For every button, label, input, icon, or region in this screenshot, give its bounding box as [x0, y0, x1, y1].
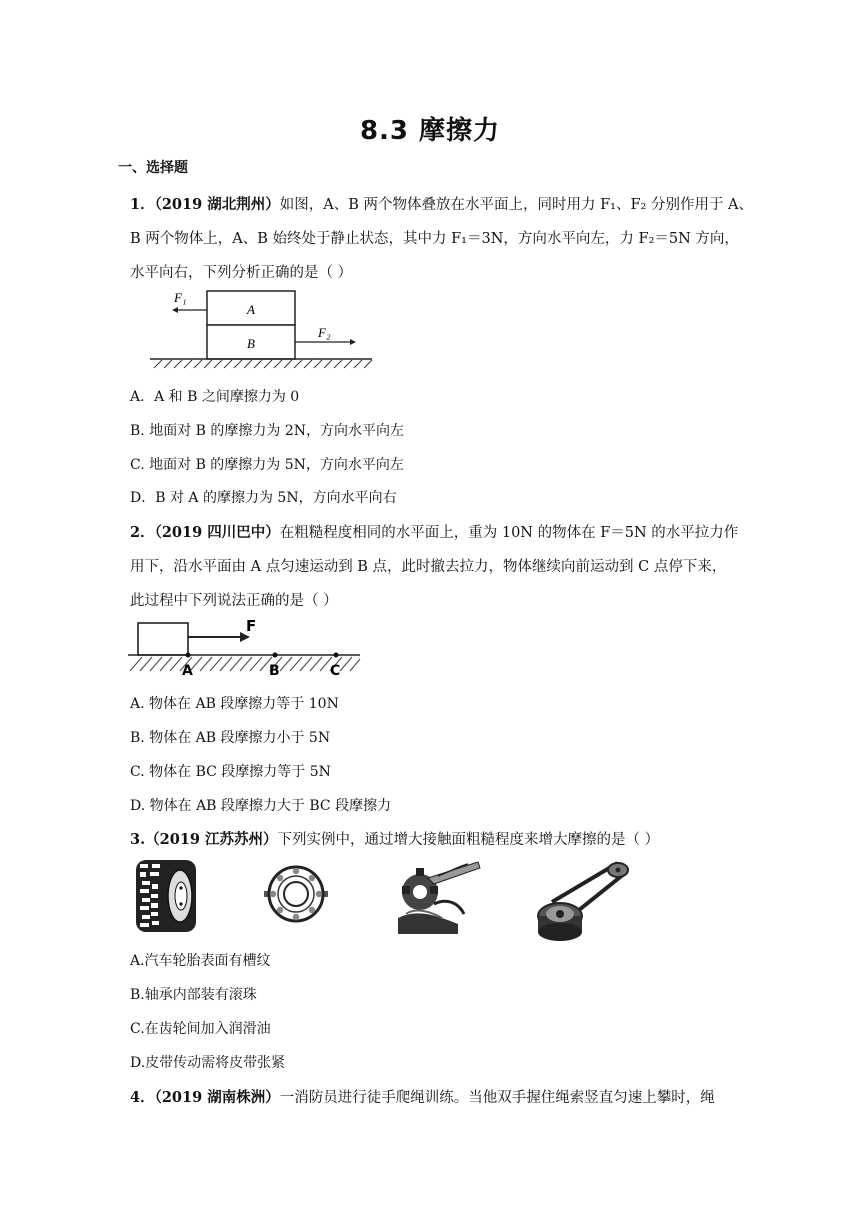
- object-block: [138, 623, 188, 655]
- q2-line3: 此过程中下列说法正确的是（ ）: [130, 593, 338, 609]
- gear-oil-image: [398, 858, 484, 934]
- tire-image: [130, 858, 202, 934]
- bearing-image: [262, 858, 330, 930]
- label-f2: F₂: [318, 325, 331, 340]
- q4-text-1: 一消防员进行徒手爬绳训练。当他双手握住绳索竖直匀速上攀时，绳: [279, 1090, 715, 1106]
- q1-line2: B 两个物体上，A、B 始终处于静止状态，其中力 F₁＝3N，方向水平向左，力 F₂＝5N 方向，: [130, 231, 739, 247]
- q1-number: 1．: [130, 196, 155, 213]
- q1-option-d: D．B 对 A 的摩擦力为 5N，方向水平向右: [130, 490, 397, 506]
- q3-source: （2019 江苏苏州）: [145, 831, 278, 848]
- q2-figure: [128, 615, 362, 679]
- q1-text-1: 如图，A、B 两个物体叠放在水平面上，同时用力 F₁、F₂ 分别作用于 A、: [279, 197, 754, 213]
- q2-option-a: A. 物体在 AB 段摩擦力等于 10N: [130, 696, 339, 712]
- q1-option-a: A．A 和 B 之间摩擦力为 0: [130, 389, 300, 405]
- q2-source: （2019 四川巴中）: [154, 524, 280, 541]
- q4-source: （2019 湖南株洲）: [154, 1089, 280, 1106]
- label-a: A: [247, 302, 255, 317]
- section-heading: 一、选择题: [118, 160, 188, 176]
- q4-number: 4．: [130, 1089, 155, 1106]
- q1-source: （2019 湖北荆州）: [154, 196, 280, 213]
- page-title: 8.3 摩擦力: [359, 116, 501, 146]
- q2-line1: [130, 521, 738, 542]
- belt-drive-image: [532, 858, 632, 944]
- label-f1: F₁: [174, 290, 187, 305]
- q3-line1: [130, 828, 659, 849]
- label-point-a: A: [182, 663, 193, 679]
- q2-number: 2．: [130, 524, 155, 541]
- label-f: F: [246, 617, 257, 635]
- q1-line1: [130, 193, 753, 214]
- q1-option-c: C. 地面对 B 的摩擦力为 5N，方向水平向左: [130, 457, 404, 473]
- q1-figure: [150, 286, 375, 371]
- q3-option-b: B.轴承内部装有滚珠: [130, 987, 257, 1003]
- q3-text-1: 下列实例中，通过增大接触面粗糙程度来增大摩擦的是（ ）: [277, 832, 660, 848]
- q4-line1: [130, 1086, 715, 1107]
- q3-option-c: C.在齿轮间加入润滑油: [130, 1021, 271, 1037]
- q2-option-c: C. 物体在 BC 段摩擦力等于 5N: [130, 764, 331, 780]
- q3-option-a: A.汽车轮胎表面有槽纹: [130, 953, 271, 969]
- q3-option-d: D.皮带传动需将皮带张紧: [130, 1055, 286, 1071]
- q1-option-b: B. 地面对 B 的摩擦力为 2N，方向水平向左: [130, 423, 404, 439]
- q2-text-1: 在粗糙程度相同的水平面上，重为 10N 的物体在 F＝5N 的水平拉力作: [279, 525, 739, 541]
- ground-hatch: [154, 360, 372, 368]
- label-point-c: C: [330, 663, 341, 679]
- q3-number: 3.: [130, 831, 146, 848]
- label-b: B: [247, 336, 255, 351]
- q2-option-b: B. 物体在 AB 段摩擦力小于 5N: [130, 730, 331, 746]
- q1-line3: 水平向右，下列分析正确的是（ ）: [130, 265, 353, 281]
- ground-hatch-2: [130, 657, 360, 671]
- label-point-b: B: [269, 663, 280, 679]
- q2-line2: 用下，沿水平面由 A 点匀速运动到 B 点，此时撤去拉力，物体继续向前运动到 C 点停下来，: [130, 559, 727, 575]
- q2-option-d: D. 物体在 AB 段摩擦力大于 BC 段摩擦力: [130, 798, 392, 814]
